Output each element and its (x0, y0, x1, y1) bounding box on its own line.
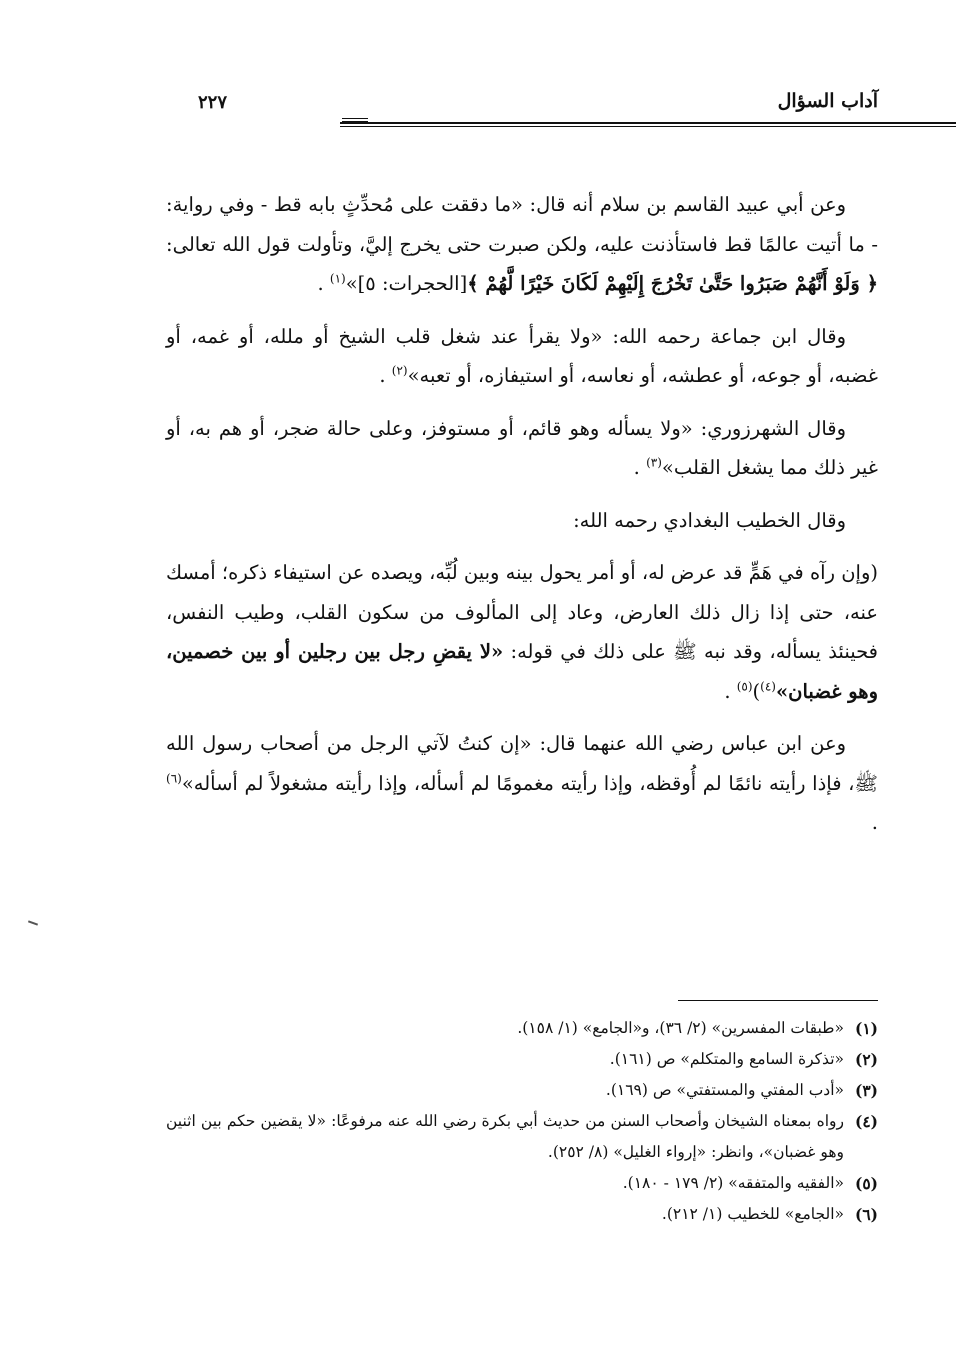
footnote-3 (166, 1075, 878, 1106)
footnote-6 (166, 1199, 878, 1230)
footnote-number: (٤) (854, 1112, 878, 1131)
paragraph-3-text: وقال الشهرزوري: «ولا يسأله وهو قائم، أو مستوفز، وعلى حالة ضجر، أو هم به، أو غير ذلك مما يشغل القلب» (166, 416, 878, 479)
footnote-ref-1: (١) (329, 271, 346, 286)
footnote-5 (166, 1168, 878, 1199)
paragraph-5 (166, 553, 878, 711)
quran-verse: ﴿ وَلَوْ أَنَّهُمْ صَبَرُوا حَتَّىٰ تَخْرُجَ إِلَيْهِمْ لَكَانَ خَيْرًا لَّهُمْ ﴾ (467, 272, 878, 295)
footnotes (166, 1013, 878, 1230)
footnote-number: (٣) (854, 1081, 878, 1100)
footnote-text: «الفقيه والمتفقه» (٢/ ١٧٩ - ١٨٠). (622, 1174, 844, 1192)
footnote-number: (٢) (854, 1050, 878, 1069)
hadith-quote: «لا يقضِ رجل بين رجلين أو بين خصمين، وهو غضبان» (166, 640, 878, 703)
paragraph-1 (166, 185, 878, 304)
paragraph-1-end: . (317, 272, 330, 295)
paragraph-2 (166, 317, 878, 396)
paragraph-3 (166, 409, 878, 488)
footnote-4 (166, 1106, 878, 1168)
footnote-ref-4: (٤) (760, 679, 776, 693)
footnote-text: «الجامع» للخطيب (١/ ٢١٢). (661, 1205, 844, 1223)
paragraph-3-end: . (633, 456, 647, 479)
footnote-ref-6: (٦) (166, 771, 182, 785)
paragraph-2-end: . (379, 364, 392, 387)
page-number: ٢٢٧ (198, 92, 228, 113)
closing-paren: ) (752, 679, 761, 703)
footnote-separator (678, 1000, 878, 1001)
footnote-ref-2: (٢) (391, 363, 408, 378)
paragraph-5-text: (وإن رآه في هَمٍّ قد عرض له، أو أمر يحول بينه وبين لُبِّه، ويصده عن استيفاء ذكره؛ أمسك عنه، حتى إذا زال ذلك العارض، وعاد إلى المألوف من سكون القلب، وطيب النفس، فحينئذ يسأله، وقد نبه ﷺ على ذلك في قوله: (166, 561, 878, 663)
footnote-text: رواه بمعناه الشيخان وأصحاب السنن من حديث أبي بكرة رضي الله عنه مرفوعًا: «لا يقضين حكم بين اثنين وهو غضبان»، وانظر: «إرواء الغليل» (٨/ ٢٥٢). (166, 1112, 844, 1161)
paragraph-6-text: وعن ابن عباس رضي الله عنهما قال: «إن كنتُ لآتي الرجل من أصحاب رسول الله ﷺ، فإذا رأيته نائمًا لم أُوقظه، وإذا رأيته مغمومًا لم أسأله، وإذا رأيته مشغولاً لم أسأله» (166, 732, 878, 795)
footnote-number: (٦) (854, 1205, 878, 1224)
footnote-1 (166, 1013, 878, 1044)
running-title: آداب السؤال (777, 90, 878, 112)
footnote-text: «طبقات المفسرين» (٢/ ٣٦)، و«الجامع» (١/ ١٥٨). (517, 1019, 844, 1037)
paragraph-1-text: وعن أبي عبيد القاسم بن سلام أنه قال: «ما دققت على مُحدِّثٍ بابه قط - وفي رواية: - ما أتيت عالمًا قط فاستأذنت عليه، ولكن صبرت حتى يخرج إليَّ، وتأولت قول الله تعالى: (166, 193, 878, 256)
paragraph-2-text: وقال ابن جماعة رحمه الله: «ولا يقرأ عند شغل قلب الشيخ أو ملله، أو غمه، أو غضبه، أو جوعه، أو عطشه، أو نعاسه، أو استيفازه، أو تعبه» (166, 324, 878, 387)
running-header (170, 84, 878, 124)
header-rule (340, 122, 956, 127)
footnote-ref-3: (٣) (646, 455, 662, 470)
scan-mark (28, 920, 38, 925)
footnote-number: (٥) (854, 1174, 878, 1193)
paragraph-6 (166, 724, 878, 843)
paragraph-6-end: . (871, 811, 878, 834)
footnote-2 (166, 1044, 878, 1075)
paragraph-4-text: وقال الخطيب البغدادي رحمه الله: (573, 508, 846, 532)
main-text (166, 185, 878, 856)
footnote-ref-5: (٥) (736, 679, 753, 693)
footnote-text: «تذكرة السامع والمتكلم» ص (١٦١). (609, 1050, 844, 1068)
verse-reference: [الحجرات: ٥]» (345, 272, 468, 295)
footnote-text: «أدب المفتي والمستفتي» ص (١٦٩). (605, 1081, 844, 1099)
paragraph-4 (166, 501, 878, 541)
footnote-number: (١) (854, 1019, 878, 1038)
paragraph-5-end: . (724, 679, 737, 703)
